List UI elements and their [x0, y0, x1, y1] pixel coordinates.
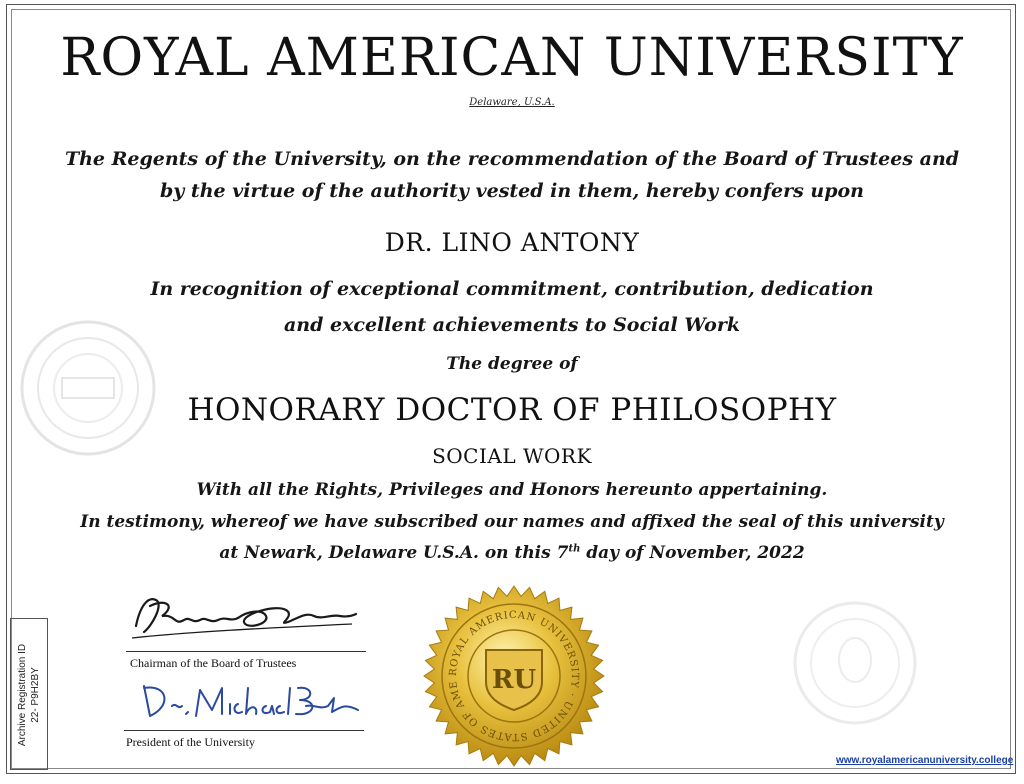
- seal-monogram: RU: [491, 665, 537, 695]
- recognition-line-2: and excellent achievements to Social Work: [283, 314, 741, 336]
- degree-major: SOCIAL WORK: [432, 444, 592, 468]
- president-title: President of the University: [126, 735, 255, 749]
- notary-emboss-right: [790, 598, 920, 728]
- president-signature: [138, 676, 368, 726]
- date-line: [0, 543, 1024, 563]
- university-location: Delaware, U.S.A.: [469, 97, 555, 108]
- archive-registration-id: 22- P9H2BY: [30, 667, 41, 723]
- seal-ring-text: ROYAL AMERICAN UNIVERSITY · UNITED STATES OF AMERICA ·: [417, 576, 581, 743]
- university-website-link[interactable]: www.royalamericanuniversity.college: [836, 755, 1014, 766]
- university-title: ROYAL AMERICAN UNIVERSITY: [60, 28, 964, 88]
- conferral-intro-line-1: The Regents of the University, on the recommendation of the Board of Trustees and: [64, 148, 960, 170]
- testimony-line: In testimony, whereof we have subscribed our names and affixed the seal of this university: [80, 512, 944, 532]
- gold-university-seal: [417, 576, 606, 768]
- conferral-intro-line-2: by the virtue of the authority vested in them, hereby confers upon: [159, 180, 864, 202]
- degree-intro: The degree of: [446, 354, 578, 374]
- date-line-suffix: day of November, 2022: [580, 543, 805, 563]
- rights-line: With all the Rights, Privileges and Honors hereunto appertaining.: [196, 480, 828, 500]
- archive-registration-box: [10, 618, 48, 770]
- chairman-signature-line: [126, 651, 366, 652]
- date-line-prefix: at Newark, Delaware U.S.A. on this 7: [219, 543, 569, 563]
- date-line-ordinal: th: [568, 543, 581, 555]
- archive-registration-text: [11, 619, 49, 771]
- chairman-title: Chairman of the Board of Trustees: [130, 656, 297, 670]
- recognition-line-1: In recognition of exceptional commitment, contribution, dedication: [150, 278, 874, 300]
- president-signature-line: [124, 730, 364, 731]
- notary-emboss-left: [18, 318, 158, 458]
- recipient-name: DR. LINO ANTONY: [384, 228, 640, 257]
- chairman-signature: [126, 586, 362, 646]
- degree-title: HONORARY DOCTOR OF PHILOSOPHY: [187, 392, 837, 428]
- archive-registration-label: Archive Registration ID: [17, 643, 28, 747]
